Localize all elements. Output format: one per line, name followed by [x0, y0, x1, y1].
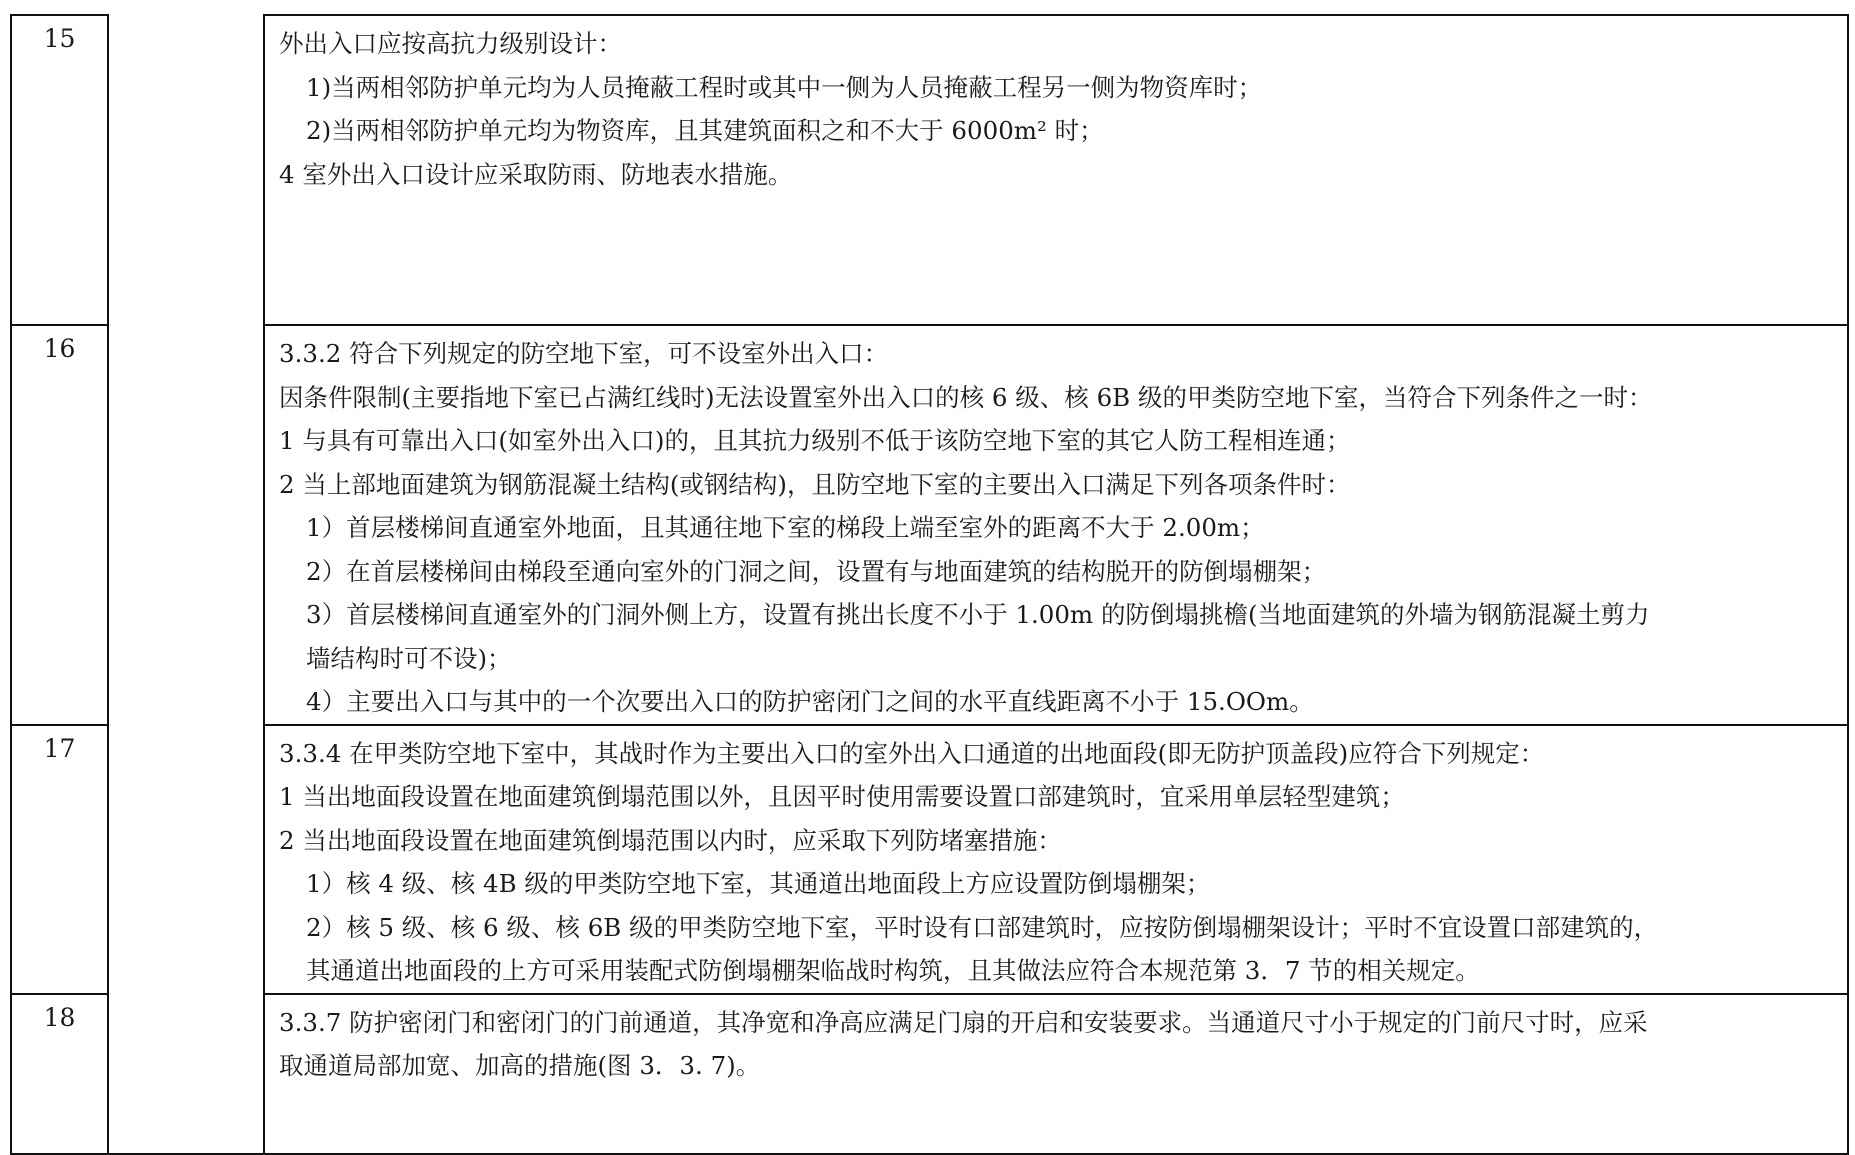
- row-number: 18: [11, 994, 108, 1154]
- row-content: [264, 325, 1848, 725]
- content-line: 2 当出地面段设置在地面建筑倒塌范围以内时，应采取下列防堵塞措施：: [279, 825, 1062, 855]
- content-line: 1)当两相邻防护单元均为人员掩蔽工程时或其中一侧为人员掩蔽工程另一侧为物资库时；: [306, 72, 1263, 102]
- blank-column-cell: [108, 15, 264, 1154]
- content-line: 墙结构时可不设)；: [306, 643, 512, 673]
- table-row: [11, 725, 1848, 994]
- table-row: [11, 15, 1848, 325]
- row-number: 15: [11, 15, 108, 325]
- row-number: 16: [11, 325, 108, 725]
- content-line: 3）首层楼梯间直通室外的门洞外侧上方，设置有挑出长度不小于 1.00m 的防倒塌挑檐(当地面建筑的外墙为钢筋混凝土剪力: [306, 600, 1650, 629]
- content-line: 1）首层楼梯间直通室外地面，且其通往地下室的梯段上端至室外的距离不大于 2.00m；: [306, 513, 1265, 542]
- table-row: [11, 325, 1848, 725]
- row-content: [264, 15, 1848, 325]
- content-line: 3.3.4 在甲类防空地下室中，其战时作为主要出入口的室外出入口通道的出地面段(即无防护顶盖段)应符合下列规定：: [279, 738, 1545, 768]
- row-number: 17: [11, 725, 108, 994]
- content-line: 3.3.7 防护密闭门和密闭门的门前通道，其净宽和净高应满足门扇的开启和安装要求。当通道尺寸小于规定的门前尺寸时，应采: [279, 1007, 1648, 1037]
- content-line: 1 当出地面段设置在地面建筑倒塌范围以外，且因平时使用需要设置口部建筑时，宜采用单层轻型建筑；: [279, 782, 1405, 811]
- content-line: 1）核 4 级、核 4B 级的甲类防空地下室，其通道出地面段上方应设置防倒塌棚架；: [306, 869, 1211, 898]
- spec-table: [10, 14, 1849, 1155]
- content-line: 其通道出地面段的上方可采用装配式防倒塌棚架临战时构筑，且其做法应符合本规范第 3．7 节的相关规定。: [306, 956, 1480, 985]
- content-line: 2）核 5 级、核 6 级、核 6B 级的甲类防空地下室，平时设有口部建筑时，应按防倒塌棚架设计；平时不宜设置口部建筑的，: [306, 912, 1659, 942]
- table-row: [11, 994, 1848, 1154]
- content-line: [279, 109, 1837, 153]
- content-line: 2）在首层楼梯间由梯段至通向室外的门洞之间，设置有与地面建筑的结构脱开的防倒塌棚架；: [306, 556, 1327, 586]
- content-line: 取通道局部加宽、加高的措施(图 3．3. 7)。: [279, 1051, 761, 1080]
- content-line: 外出入口应按高抗力级别设计：: [279, 29, 622, 58]
- content-line: 因条件限制(主要指地下室已占满红线时)无法设置室外出入口的核 6 级、核 6B 级的甲类防空地下室，当符合下列条件之一时：: [279, 382, 1653, 412]
- content-line: 3.3.2 符合下列规定的防空地下室，可不设室外出入口：: [279, 339, 889, 368]
- content-line: 4）主要出入口与其中的一个次要出入口的防护密闭门之间的水平直线距离不小于 15.OOm。: [306, 687, 1314, 716]
- content-text: 2)当两相邻防护单元均为物资库，且其建筑面积之和不大于 6000m² 时；: [306, 116, 1104, 145]
- row-content: [264, 994, 1848, 1154]
- content-line: 2 当上部地面建筑为钢筋混凝土结构(或钢结构)，且防空地下室的主要出入口满足下列各项条件时：: [279, 469, 1351, 499]
- content-line: 4 室外出入口设计应采取防雨、防地表水措施。: [279, 159, 793, 189]
- content-line: 1 与具有可靠出入口(如室外出入口)的，且其抗力级别不低于该防空地下室的其它人防工程相连通；: [279, 426, 1351, 455]
- row-content: [264, 725, 1848, 994]
